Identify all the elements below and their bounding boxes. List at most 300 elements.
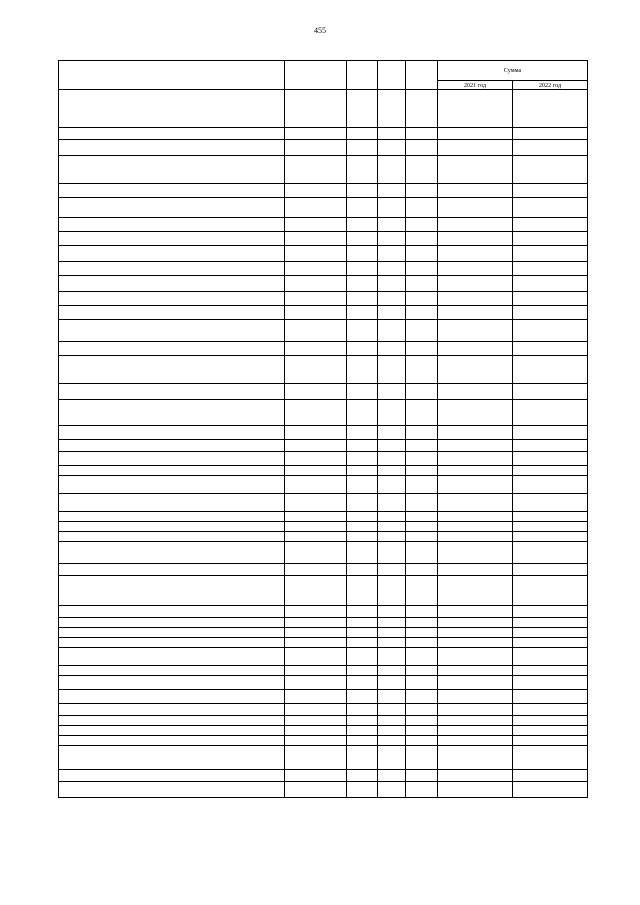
table-cell: [406, 782, 438, 798]
table-cell: [59, 746, 285, 770]
table-cell: [438, 452, 513, 466]
table-cell: [406, 306, 438, 320]
table-cell: [513, 292, 588, 306]
table-cell: [513, 426, 588, 440]
table-cell: [378, 770, 406, 782]
table-cell: [59, 494, 285, 512]
table-cell: [406, 512, 438, 522]
table-cell: [438, 246, 513, 262]
table-cell: [59, 704, 285, 716]
table-cell: [406, 564, 438, 576]
table-row: [59, 184, 588, 198]
table-cell: [378, 618, 406, 628]
table-cell: [285, 184, 347, 198]
table-cell: [513, 532, 588, 542]
table-cell: [513, 666, 588, 676]
table-cell: [285, 676, 347, 690]
table-cell: [438, 198, 513, 218]
table-cell: [513, 356, 588, 384]
table-cell: [347, 512, 378, 522]
table-cell: [406, 320, 438, 342]
table-cell: [406, 494, 438, 512]
table-cell: [513, 726, 588, 736]
table-row: [59, 736, 588, 746]
table-cell: [285, 690, 347, 704]
table-cell: [513, 522, 588, 532]
table-cell: [378, 262, 406, 276]
table-cell: [347, 564, 378, 576]
table-cell: [285, 276, 347, 292]
table-cell: [347, 736, 378, 746]
table-cell: [513, 156, 588, 184]
table-cell: [513, 782, 588, 798]
table-cell: [347, 532, 378, 542]
table-cell: [406, 218, 438, 232]
table-cell: [285, 452, 347, 466]
table-cell: [438, 564, 513, 576]
table-cell: [406, 198, 438, 218]
table-cell: [438, 184, 513, 198]
table-cell: [438, 276, 513, 292]
table-row: [59, 262, 588, 276]
table-cell: [406, 246, 438, 262]
table-cell: [513, 140, 588, 156]
table-cell: [406, 666, 438, 676]
table-cell: [406, 356, 438, 384]
table-cell: [59, 666, 285, 676]
table-row: [59, 638, 588, 648]
table-cell: [438, 522, 513, 532]
table-cell: [347, 90, 378, 128]
table-cell: [438, 90, 513, 128]
table-cell: [285, 342, 347, 356]
table-cell: [513, 676, 588, 690]
table-cell: [59, 246, 285, 262]
table-cell: [59, 716, 285, 726]
header-expense-type-cell: [406, 61, 438, 90]
table-cell: [347, 198, 378, 218]
table-cell: [59, 564, 285, 576]
table-cell: [513, 476, 588, 494]
table-cell: [285, 726, 347, 736]
table-cell: [378, 90, 406, 128]
table-cell: [438, 440, 513, 452]
table-cell: [513, 746, 588, 770]
table-cell: [59, 522, 285, 532]
table-cell: [285, 128, 347, 140]
table-cell: [59, 726, 285, 736]
table-cell: [59, 140, 285, 156]
table-cell: [378, 522, 406, 532]
table-cell: [378, 648, 406, 666]
table-cell: [406, 736, 438, 746]
table-cell: [378, 676, 406, 690]
table-cell: [347, 262, 378, 276]
header-subsection-cell: [378, 61, 406, 90]
table-row: [59, 648, 588, 666]
table-cell: [59, 306, 285, 320]
table-row: [59, 452, 588, 466]
table-row: [59, 522, 588, 532]
table-row: [59, 782, 588, 798]
table-cell: [406, 746, 438, 770]
table-row: [59, 400, 588, 426]
table-cell: [378, 342, 406, 356]
table-cell: [406, 466, 438, 476]
table-cell: [438, 140, 513, 156]
table-row: [59, 440, 588, 452]
budget-table: [58, 60, 588, 798]
table-cell: [513, 246, 588, 262]
page-number: 455: [314, 26, 326, 35]
table-cell: [438, 384, 513, 400]
table-cell: [513, 400, 588, 426]
table-cell: [438, 356, 513, 384]
table-cell: [285, 512, 347, 522]
table-cell: [285, 542, 347, 564]
table-cell: [378, 638, 406, 648]
table-row: [59, 576, 588, 606]
table-row: [59, 606, 588, 618]
table-cell: [438, 512, 513, 522]
table-cell: [513, 90, 588, 128]
table-cell: [438, 746, 513, 770]
table-row: [59, 384, 588, 400]
table-cell: [378, 466, 406, 476]
table-cell: [285, 356, 347, 384]
table-cell: [406, 140, 438, 156]
table-cell: [406, 770, 438, 782]
table-cell: [438, 494, 513, 512]
table-cell: [59, 690, 285, 704]
table-cell: [438, 342, 513, 356]
table-cell: [406, 292, 438, 306]
table-cell: [285, 494, 347, 512]
table-cell: [59, 426, 285, 440]
table-cell: [513, 618, 588, 628]
table-cell: [378, 400, 406, 426]
table-cell: [513, 628, 588, 638]
table-row: [59, 770, 588, 782]
table-row: [59, 342, 588, 356]
table-cell: [347, 440, 378, 452]
table-cell: [378, 746, 406, 770]
table-row: [59, 276, 588, 292]
table-cell: [59, 618, 285, 628]
table-cell: [378, 726, 406, 736]
table-cell: [285, 476, 347, 494]
table-row: [59, 564, 588, 576]
table-cell: [378, 628, 406, 638]
table-cell: [285, 522, 347, 532]
table-row: [59, 532, 588, 542]
table-cell: [438, 542, 513, 564]
table-cell: [59, 770, 285, 782]
table-cell: [513, 576, 588, 606]
table-cell: [378, 306, 406, 320]
table-cell: [406, 716, 438, 726]
table-cell: [438, 306, 513, 320]
table-cell: [59, 532, 285, 542]
table-cell: [438, 232, 513, 246]
table-cell: [378, 426, 406, 440]
table-cell: [438, 618, 513, 628]
table-cell: [378, 690, 406, 704]
table-cell: [513, 276, 588, 292]
table-cell: [59, 648, 285, 666]
table-cell: [285, 320, 347, 342]
table-cell: [406, 156, 438, 184]
table-cell: [513, 638, 588, 648]
table-cell: [59, 628, 285, 638]
table-cell: [59, 292, 285, 306]
table-cell: [347, 746, 378, 770]
table-cell: [285, 140, 347, 156]
table-cell: [347, 384, 378, 400]
table-row: [59, 90, 588, 128]
table-cell: [347, 666, 378, 676]
table-cell: [438, 736, 513, 746]
table-cell: [285, 618, 347, 628]
table-cell: [285, 666, 347, 676]
table-cell: [378, 704, 406, 716]
table-cell: [347, 782, 378, 798]
table-cell: [378, 494, 406, 512]
table-cell: [285, 606, 347, 618]
table-cell: [59, 184, 285, 198]
table-cell: [378, 666, 406, 676]
table-cell: [513, 306, 588, 320]
table-cell: [513, 542, 588, 564]
table-cell: [406, 232, 438, 246]
table-cell: [406, 618, 438, 628]
table-body: [59, 90, 588, 798]
table-cell: [406, 476, 438, 494]
table-row: [59, 628, 588, 638]
table-cell: [406, 638, 438, 648]
table-cell: [285, 262, 347, 276]
table-cell: [378, 716, 406, 726]
table-row: [59, 542, 588, 564]
table-cell: [59, 232, 285, 246]
table-cell: [285, 90, 347, 128]
table-cell: [406, 648, 438, 666]
table-row: [59, 140, 588, 156]
table-cell: [438, 628, 513, 638]
table-cell: [378, 246, 406, 262]
table-cell: [347, 638, 378, 648]
table-cell: [513, 184, 588, 198]
table-cell: [406, 690, 438, 704]
table-cell: [347, 542, 378, 564]
table-cell: [513, 564, 588, 576]
table-cell: [513, 512, 588, 522]
table-cell: [347, 618, 378, 628]
table-row: [59, 618, 588, 628]
table-cell: [438, 638, 513, 648]
table-cell: [406, 276, 438, 292]
table-cell: [347, 716, 378, 726]
table-cell: [347, 576, 378, 606]
table-cell: [285, 426, 347, 440]
table-row: [59, 746, 588, 770]
table-cell: [347, 452, 378, 466]
table-cell: [406, 400, 438, 426]
table-cell: [347, 232, 378, 246]
table-cell: [347, 246, 378, 262]
table-cell: [347, 522, 378, 532]
table-row: [59, 704, 588, 716]
header-name-cell: [59, 61, 285, 90]
header-amount: Сумма: [438, 61, 588, 81]
table-cell: [406, 342, 438, 356]
table-cell: [378, 156, 406, 184]
table-cell: [513, 452, 588, 466]
table-cell: [438, 466, 513, 476]
table-cell: [285, 564, 347, 576]
table-row: [59, 198, 588, 218]
table-cell: [59, 542, 285, 564]
table-cell: [59, 638, 285, 648]
table-cell: [347, 218, 378, 232]
table-cell: [513, 218, 588, 232]
table-cell: [378, 292, 406, 306]
table-cell: [513, 770, 588, 782]
table-cell: [285, 628, 347, 638]
table-cell: [406, 128, 438, 140]
table-cell: [347, 306, 378, 320]
table-cell: [406, 542, 438, 564]
table-cell: [347, 342, 378, 356]
table-cell: [378, 542, 406, 564]
table-cell: [59, 782, 285, 798]
table-cell: [406, 606, 438, 618]
table-cell: [406, 532, 438, 542]
table-cell: [378, 452, 406, 466]
table-cell: [378, 232, 406, 246]
table-cell: [378, 576, 406, 606]
table-cell: [285, 704, 347, 716]
table-cell: [59, 440, 285, 452]
table-cell: [347, 476, 378, 494]
table-cell: [513, 716, 588, 726]
table-cell: [59, 218, 285, 232]
table-cell: [347, 156, 378, 184]
table-cell: [285, 232, 347, 246]
table-cell: [406, 440, 438, 452]
table-cell: [285, 746, 347, 770]
table-cell: [285, 736, 347, 746]
table-cell: [438, 648, 513, 666]
table-cell: [378, 564, 406, 576]
table-cell: [378, 532, 406, 542]
table-cell: [513, 320, 588, 342]
table-cell: [59, 262, 285, 276]
table-cell: [513, 690, 588, 704]
table-cell: [59, 512, 285, 522]
table-cell: [285, 156, 347, 184]
table-row: [59, 320, 588, 342]
table-cell: [59, 342, 285, 356]
table-cell: [285, 198, 347, 218]
header-section-cell: [347, 61, 378, 90]
table-row: [59, 156, 588, 184]
table-cell: [378, 198, 406, 218]
table-cell: [347, 356, 378, 384]
table-cell: [513, 262, 588, 276]
table-cell: [285, 770, 347, 782]
table-cell: [285, 532, 347, 542]
header-year-2021: 2021 год: [438, 81, 513, 90]
table-cell: [406, 452, 438, 466]
table-cell: [59, 400, 285, 426]
table-cell: [347, 628, 378, 638]
table-cell: [285, 306, 347, 320]
table-cell: [347, 648, 378, 666]
table-cell: [347, 690, 378, 704]
table-cell: [378, 384, 406, 400]
table-cell: [406, 262, 438, 276]
table-cell: [438, 476, 513, 494]
table-cell: [59, 198, 285, 218]
table-cell: [406, 90, 438, 128]
table-row: [59, 716, 588, 726]
table-row: [59, 494, 588, 512]
table-cell: [378, 476, 406, 494]
table-cell: [438, 666, 513, 676]
table-cell: [285, 400, 347, 426]
table-cell: [285, 576, 347, 606]
table-cell: [285, 716, 347, 726]
table-cell: [347, 704, 378, 716]
table-cell: [513, 648, 588, 666]
table-cell: [438, 262, 513, 276]
table-row: [59, 246, 588, 262]
table-cell: [513, 232, 588, 246]
table-cell: [378, 128, 406, 140]
table-cell: [378, 606, 406, 618]
table-cell: [59, 452, 285, 466]
table-cell: [347, 770, 378, 782]
table-cell: [378, 512, 406, 522]
table-cell: [378, 736, 406, 746]
table-cell: [513, 342, 588, 356]
table-row: [59, 726, 588, 736]
table-cell: [438, 400, 513, 426]
table-cell: [438, 782, 513, 798]
table-cell: [513, 198, 588, 218]
table-cell: [438, 676, 513, 690]
table-cell: [285, 638, 347, 648]
table-row: [59, 232, 588, 246]
table-cell: [406, 576, 438, 606]
table-cell: [59, 576, 285, 606]
table-cell: [406, 384, 438, 400]
table-cell: [59, 606, 285, 618]
table-cell: [513, 494, 588, 512]
table-cell: [513, 440, 588, 452]
table-cell: [285, 782, 347, 798]
table-cell: [513, 606, 588, 618]
table-row: [59, 356, 588, 384]
table-row: [59, 512, 588, 522]
table-cell: [347, 292, 378, 306]
table-cell: [438, 532, 513, 542]
table-cell: [347, 320, 378, 342]
table-cell: [438, 716, 513, 726]
table-cell: [59, 356, 285, 384]
table-cell: [285, 648, 347, 666]
